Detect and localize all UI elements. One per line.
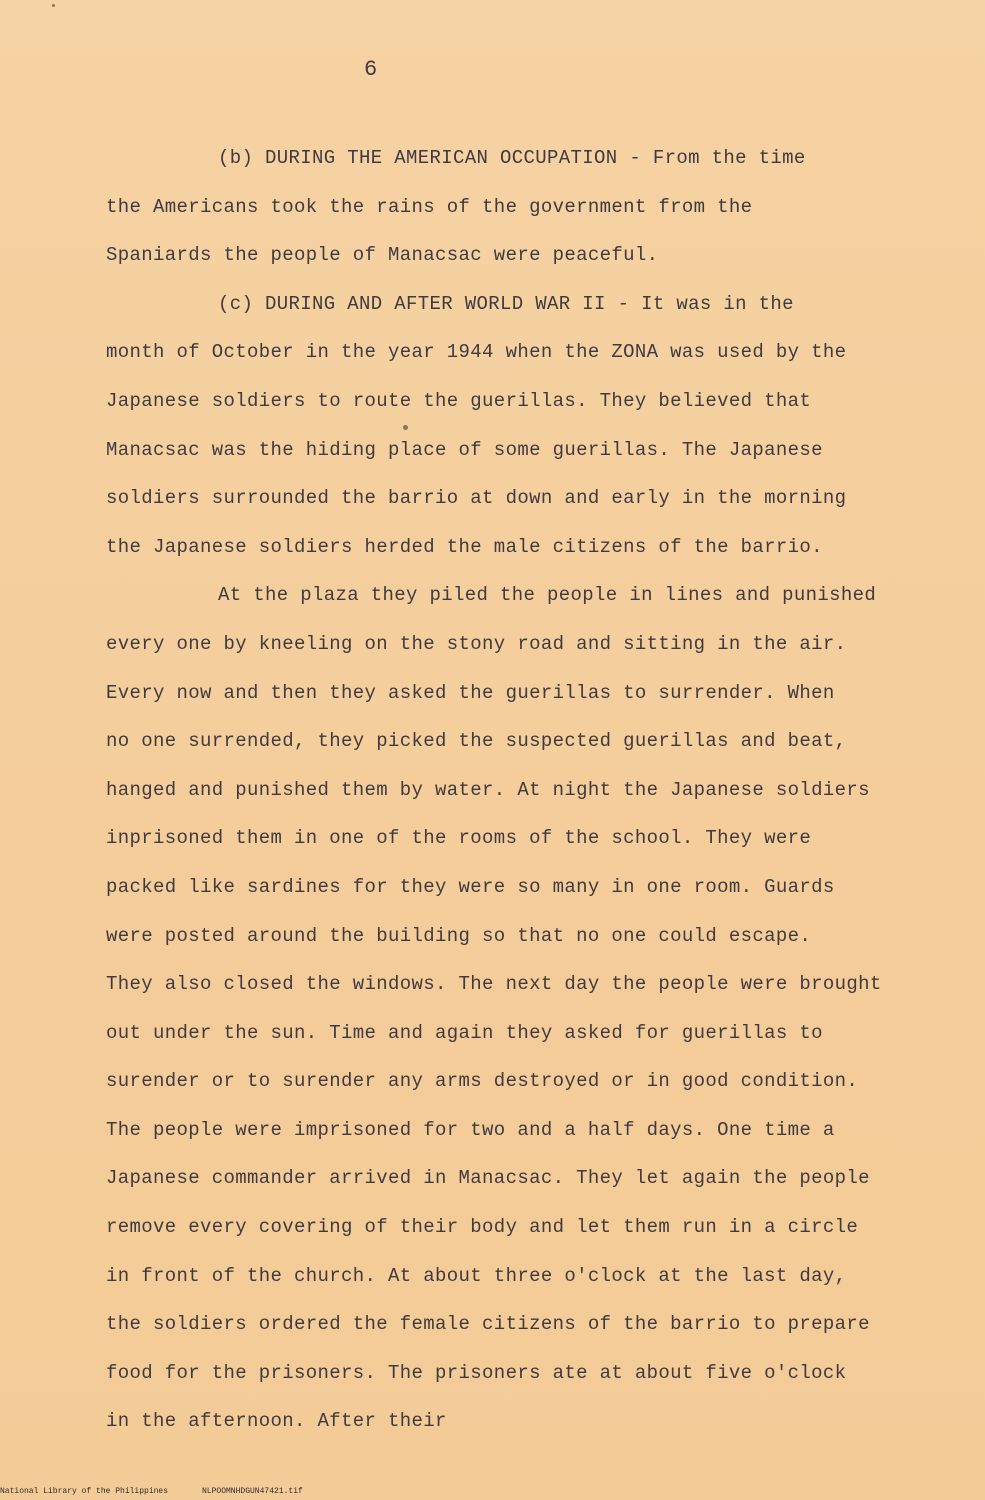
text-line: were posted around the building so that no one could escape.: [106, 924, 812, 947]
text-line: out under the sun. Time and again they asked for guerillas to: [106, 1021, 823, 1044]
body-text: [106, 142, 926, 1454]
text-line: Every now and then they asked the guerillas to surrender. When: [106, 681, 835, 704]
footer-source: National Library of the Philippines: [0, 1487, 169, 1496]
footer-filename: NLPOOMNHDGUN47421.tif: [202, 1487, 303, 1496]
text-line: The people were imprisoned for two and a half days. One time a: [106, 1118, 835, 1141]
page-number: 6: [364, 57, 378, 82]
text-line: (b) DURING THE AMERICAN OCCUPATION - From the time: [218, 147, 806, 169]
text-line: Japanese soldiers to route the guerillas. They believed that: [106, 389, 812, 412]
archive-footer: [0, 1486, 985, 1500]
text-line: in front of the church. At about three o'clock at the last day,: [106, 1264, 847, 1287]
text-line: packed like sardines for they were so many in one room. Guards: [106, 875, 835, 898]
text-line: the Japanese soldiers herded the male citizens of the barrio.: [106, 535, 823, 558]
text-line: Manacsac was the hiding place of some guerillas. The Japanese: [106, 438, 823, 461]
text-line: no one surrended, they picked the suspected guerillas and beat,: [106, 730, 847, 753]
text-line: in the afternoon. After their: [106, 1410, 447, 1433]
text-line: At the plaza they piled the people in lines and punished: [218, 584, 877, 607]
text-line: food for the prisoners. The prisoners ate at about five o'clock: [106, 1361, 847, 1384]
text-line: Spaniards the people of Manacsac were peaceful.: [106, 244, 659, 267]
text-line: the Americans took the rains of the government from the: [106, 195, 753, 218]
text-line: (c) DURING AND AFTER WORLD WAR II - It was in the: [218, 292, 794, 315]
text-line: Japanese commander arrived in Manacsac. They let again the people: [106, 1167, 870, 1190]
text-line: hanged and punished them by water. At night the Japanese soldiers: [106, 778, 870, 801]
text-line: They also closed the windows. The next day the people were brought: [106, 973, 882, 996]
text-line: remove every covering of their body and let them run in a circle: [106, 1216, 859, 1239]
text-line: surender or to surender any arms destroyed or in good condition.: [106, 1070, 859, 1093]
text-line: inprisoned them in one of the rooms of the school. They were: [106, 827, 812, 850]
paper-speck: [52, 4, 55, 7]
text-line: every one by kneeling on the stony road and sitting in the air.: [106, 632, 847, 655]
text-line: soldiers surrounded the barrio at down and early in the morning: [106, 487, 847, 510]
text-line: the soldiers ordered the female citizens of the barrio to prepare: [106, 1313, 870, 1336]
text-line: month of October in the year 1944 when the ZONA was used by the: [106, 341, 847, 364]
